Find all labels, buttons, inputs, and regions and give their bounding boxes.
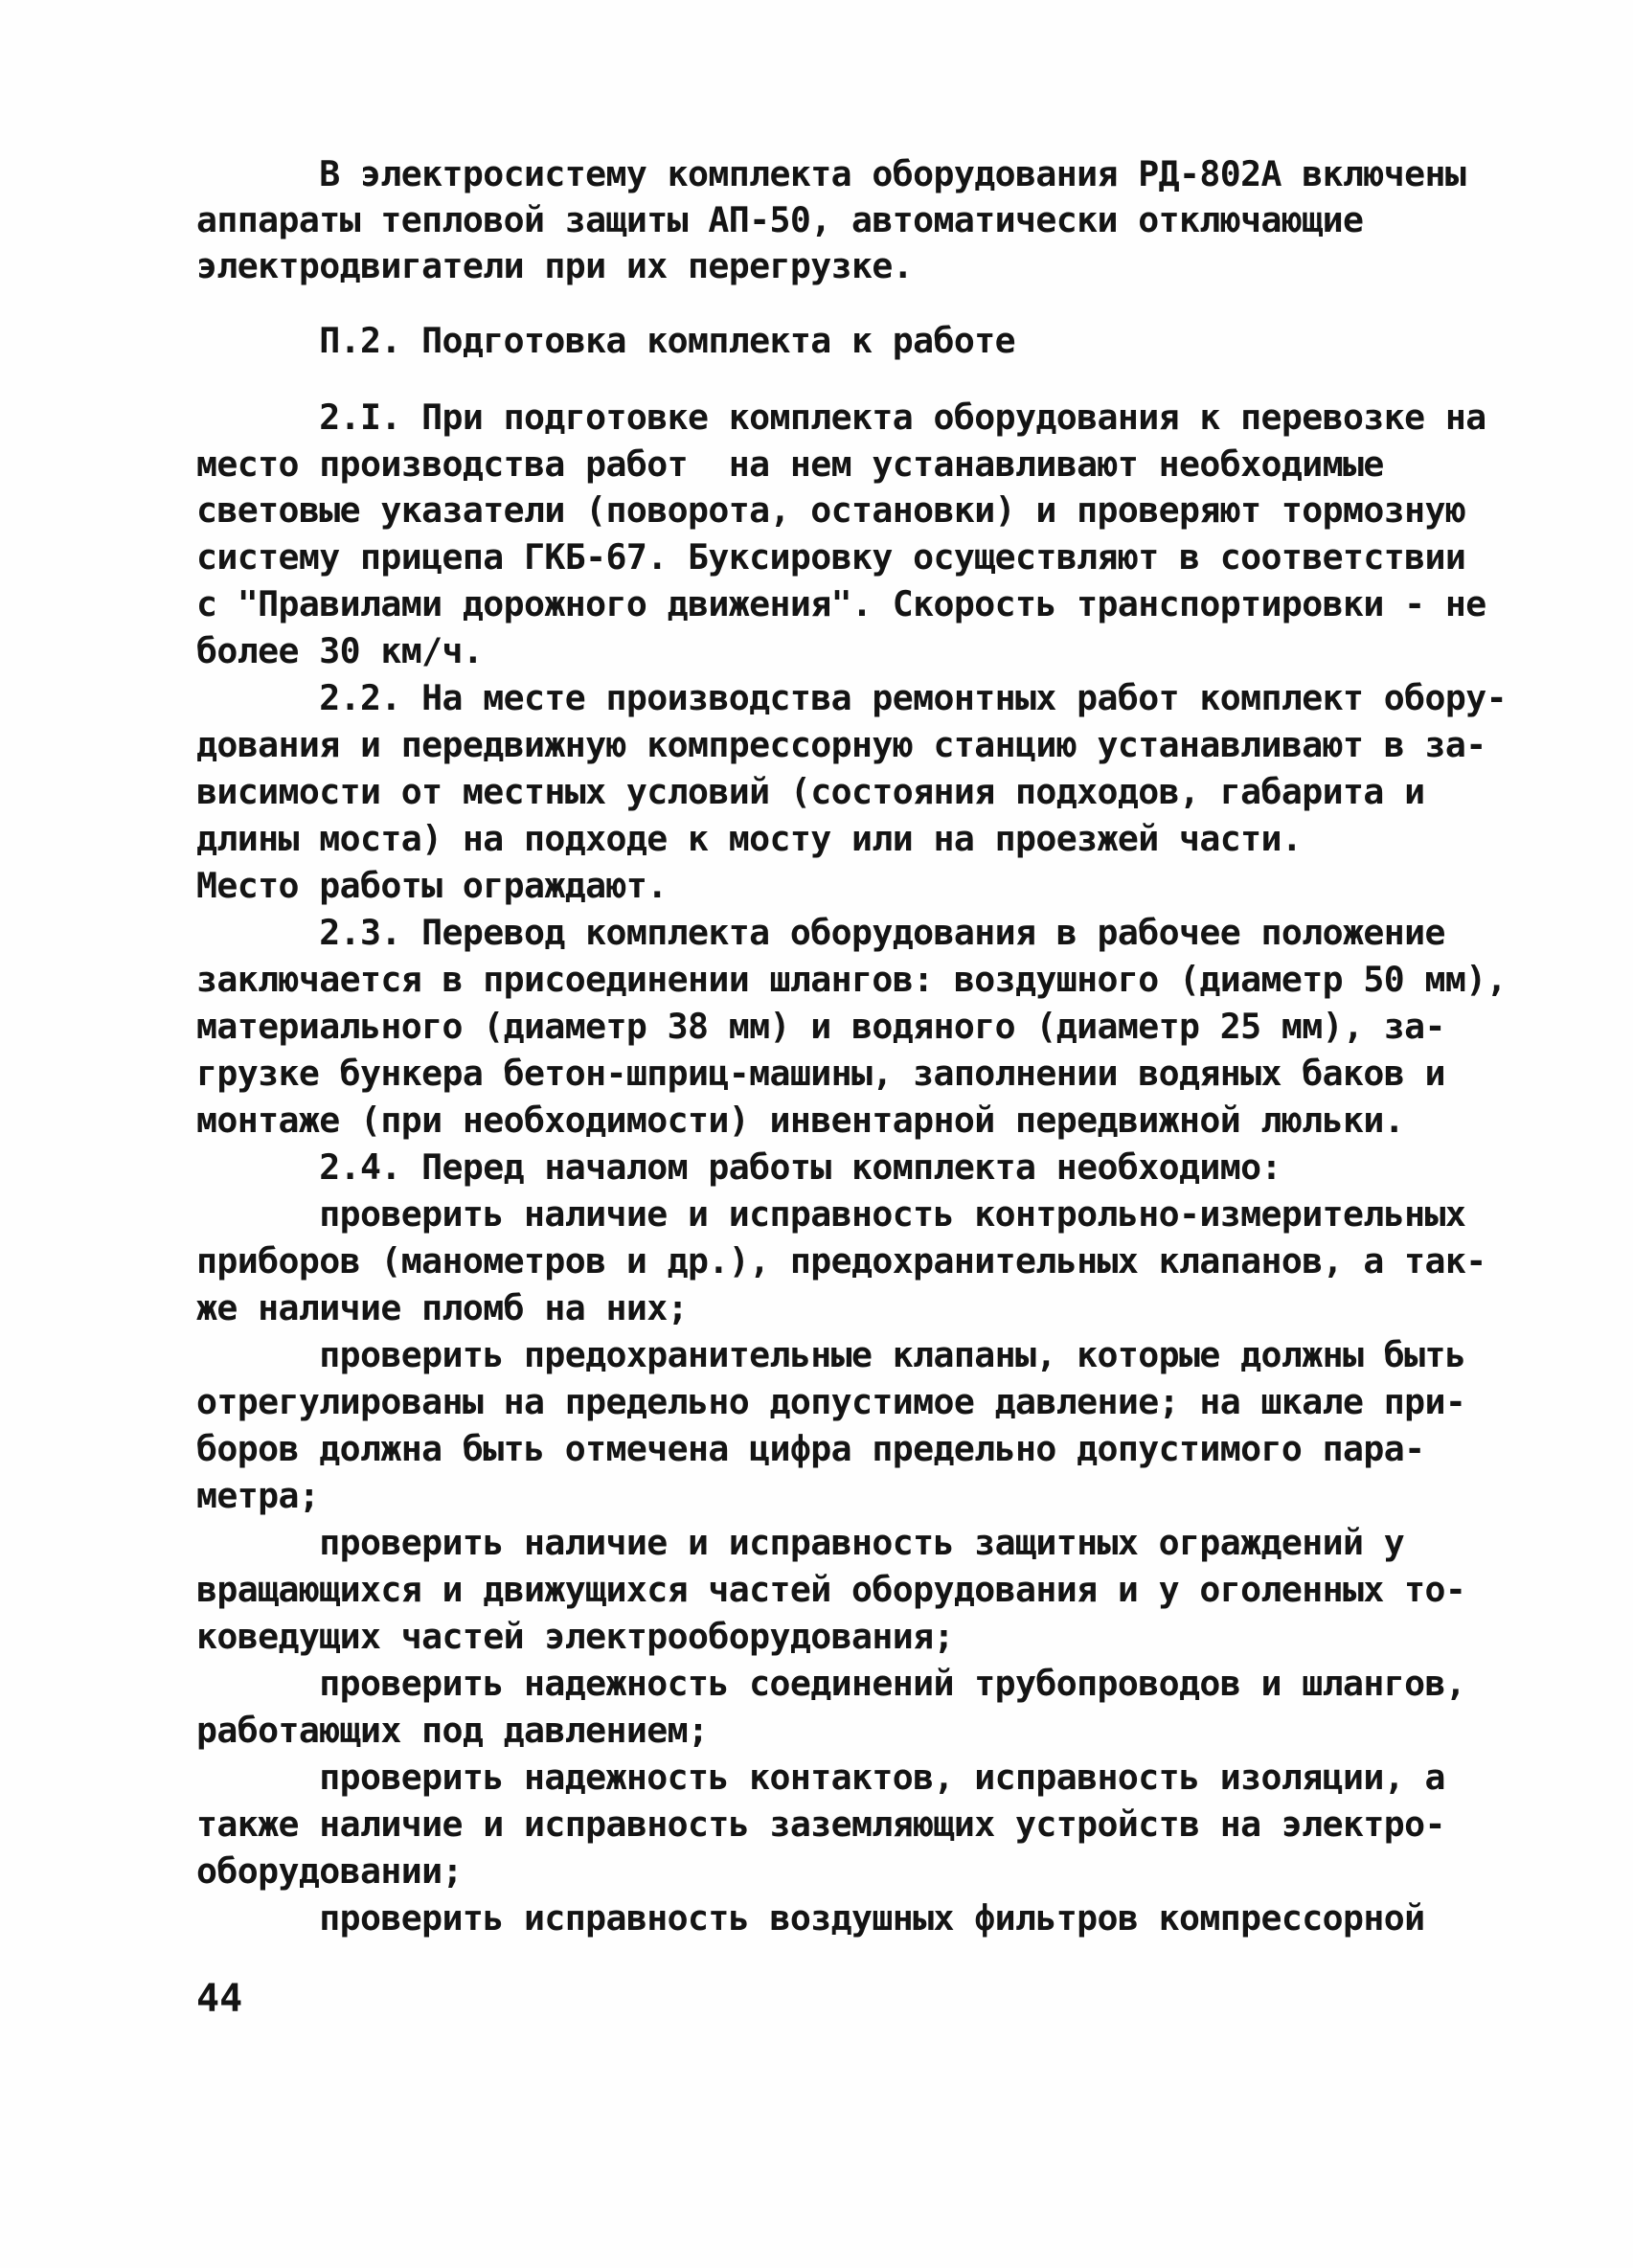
text-line: также наличие и исправность заземляющих устройств на электро- [196, 1803, 1445, 1845]
text-line: оборудовании; [196, 1850, 463, 1892]
text-line: висимости от местных условий (состояния подходов, габарита и [196, 771, 1425, 812]
text-line: приборов (манометров и др.), предохранительных клапанов, а так- [196, 1240, 1486, 1281]
text-line: 2.4. Перед началом работы комплекта необходимо: [196, 1146, 1281, 1188]
text-line: дования и передвижную компрессорную станцию устанавливают в за- [196, 724, 1486, 765]
text-line: коведущих частей электрооборудования; [196, 1616, 954, 1657]
text-line: метра; [196, 1475, 320, 1516]
text-line: проверить наличие и исправность контрольно-измерительных [196, 1193, 1466, 1235]
text-line: материального (диаметр 38 мм) и водяного (диаметр 25 мм), за- [196, 1006, 1445, 1047]
section-heading: П.2. Подготовка комплекта к работе [196, 320, 1015, 361]
text-line: монтаже (при необходимости) инвентарной передвижной люльки. [196, 1100, 1405, 1141]
text-line: 2.3. Перевод комплекта оборудования в рабочее положение [196, 912, 1445, 953]
text-line: аппараты тепловой защиты АП-50, автоматически отключающие [196, 199, 1364, 240]
text-line: боров должна быть отмечена цифра предельно допустимого пара- [196, 1428, 1425, 1469]
text-line: проверить предохранительные клапаны, которые должны быть [196, 1334, 1466, 1375]
text-line: место производства работ на нем устанавливают необходимые [196, 443, 1384, 485]
text-line: проверить надежность контактов, исправность изоляции, а [196, 1757, 1445, 1798]
text-line: проверить исправность воздушных фильтров компрессорной [196, 1897, 1425, 1939]
text-line: отрегулированы на предельно допустимое давление; на шкале при- [196, 1381, 1466, 1422]
text-line: проверить наличие и исправность защитных ограждений у [196, 1522, 1405, 1563]
text-line: проверить надежность соединений трубопроводов и шлангов, [196, 1663, 1466, 1704]
text-line: с "Правилами дорожного движения". Скорость транспортировки - не [196, 583, 1486, 624]
text-line: работающих под давлением; [196, 1710, 709, 1751]
text-line: более 30 км/ч. [196, 630, 484, 671]
text-line: электродвигатели при их перегрузке. [196, 245, 914, 286]
text-line: 2.2. На месте производства ремонтных работ комплект обору- [196, 677, 1507, 718]
text-line: Место работы ограждают. [196, 865, 668, 906]
text-line: вращающихся и движущихся частей оборудования и у оголенных то- [196, 1569, 1466, 1610]
text-line: длины моста) на подходе к мосту или на проезжей части. [196, 818, 1303, 859]
text-line: световые указатели (поворота, остановки) и проверяют тормозную [196, 489, 1466, 531]
text-line: систему прицепа ГКБ-67. Буксировку осуществляют в соответствии [196, 536, 1466, 578]
text-line: заключается в присоединении шлангов: воздушного (диаметр 50 мм), [196, 959, 1507, 1000]
text-line: же наличие пломб на них; [196, 1287, 688, 1328]
text-line: 2.I. При подготовке комплекта оборудования к перевозке на [196, 397, 1486, 438]
text-line: В электросистему комплекта оборудования РД-802А включены [196, 153, 1466, 194]
page-number: 44 [196, 1977, 243, 2021]
text-line: грузке бункера бетон-шприц-машины, заполнении водяных баков и [196, 1053, 1445, 1094]
